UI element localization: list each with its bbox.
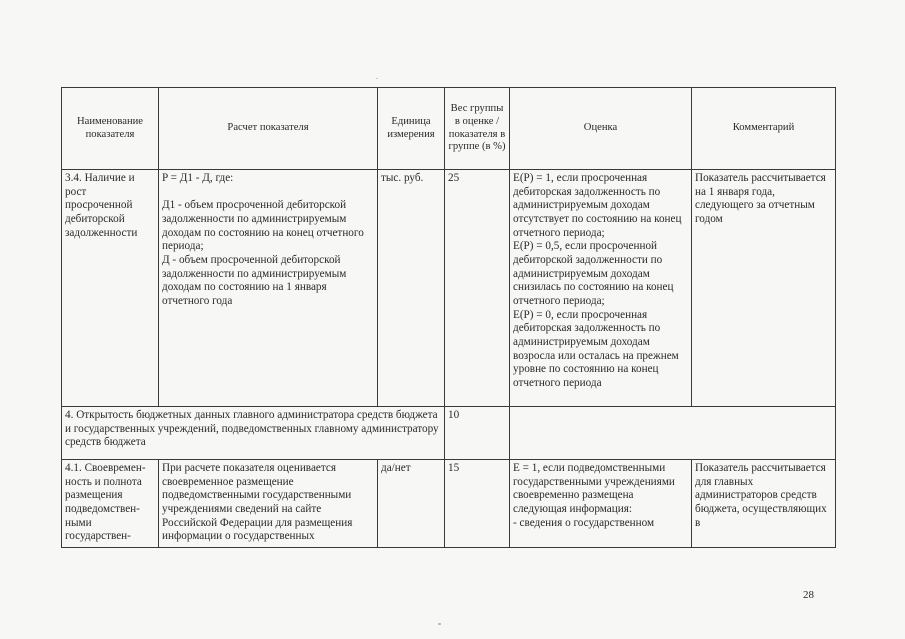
indicators-table: [61, 87, 836, 548]
section-empty: [510, 407, 836, 460]
row-calc: P = Д1 - Д, где: Д1 - объем просроченной дебиторской задолженности по администрируемым доходам по состоянию на конец отчетного периода; Д - объем просроченной дебиторской задолженности по администрируемым доходам по состоянию на 1 января отчетного года: [159, 170, 378, 407]
section-weight: 10: [445, 407, 510, 460]
row-score: E = 1, если подведомственными государственными учреждениями своевременно размещена следующая информация: - сведения о государственном: [510, 460, 692, 548]
header-name: Наименование показателя: [62, 88, 159, 170]
header-row: [62, 88, 836, 170]
section-title: 4. Открытость бюджетных данных главного администратора средств бюджета и государственных учреждений, подведомственных главному администратору средств бюджета: [62, 407, 445, 460]
table-row: [62, 460, 836, 548]
row-weight: 15: [445, 460, 510, 548]
row-name: 4.1. Своевремен-ность и полнота размещения подведомствен-ными государствен-: [62, 460, 159, 548]
header-unit: Единица измерения: [378, 88, 445, 170]
header-comment: Комментарий: [692, 88, 836, 170]
page-number: 28: [803, 589, 814, 601]
row-name: 3.4. Наличие и рост просроченной дебиторской задолженности: [62, 170, 159, 407]
row-comment: Показатель рассчитывается на 1 января года, следующего за отчетным годом: [692, 170, 836, 407]
section-row: [62, 407, 836, 460]
scan-mark: [376, 78, 378, 79]
header-calc: Расчет показателя: [159, 88, 378, 170]
row-unit: да/нет: [378, 460, 445, 548]
row-unit: тыс. руб.: [378, 170, 445, 407]
header-weight: Вес группы в оценке / показателя в группе (в %): [445, 88, 510, 170]
row-calc: При расчете показателя оценивается своевременное размещение подведомственными государственными учреждениями сведений на сайте Российской Федерации для размещения информации о государственных: [159, 460, 378, 548]
row-score: E(P) = 1, если просроченная дебиторская задолженность по администрируемым доходам отсутствует по состоянию на конец отчетного периода; E(P) = 0,5, если просроченной дебиторской задолженности по администрируемым доходам снизилась по состоянию на конец отчетного периода; E(P) = 0, если просроченная дебиторская задолженность по администрируемым доходам возросла или осталась на прежнем уровне по состоянию на конец отчетного периода: [510, 170, 692, 407]
row-weight: 25: [445, 170, 510, 407]
header-score: Оценка: [510, 88, 692, 170]
scan-mark: [438, 623, 441, 625]
table-row: [62, 170, 836, 407]
row-comment: Показатель рассчитывается для главных администраторов средств бюджета, осуществляющих в: [692, 460, 836, 548]
